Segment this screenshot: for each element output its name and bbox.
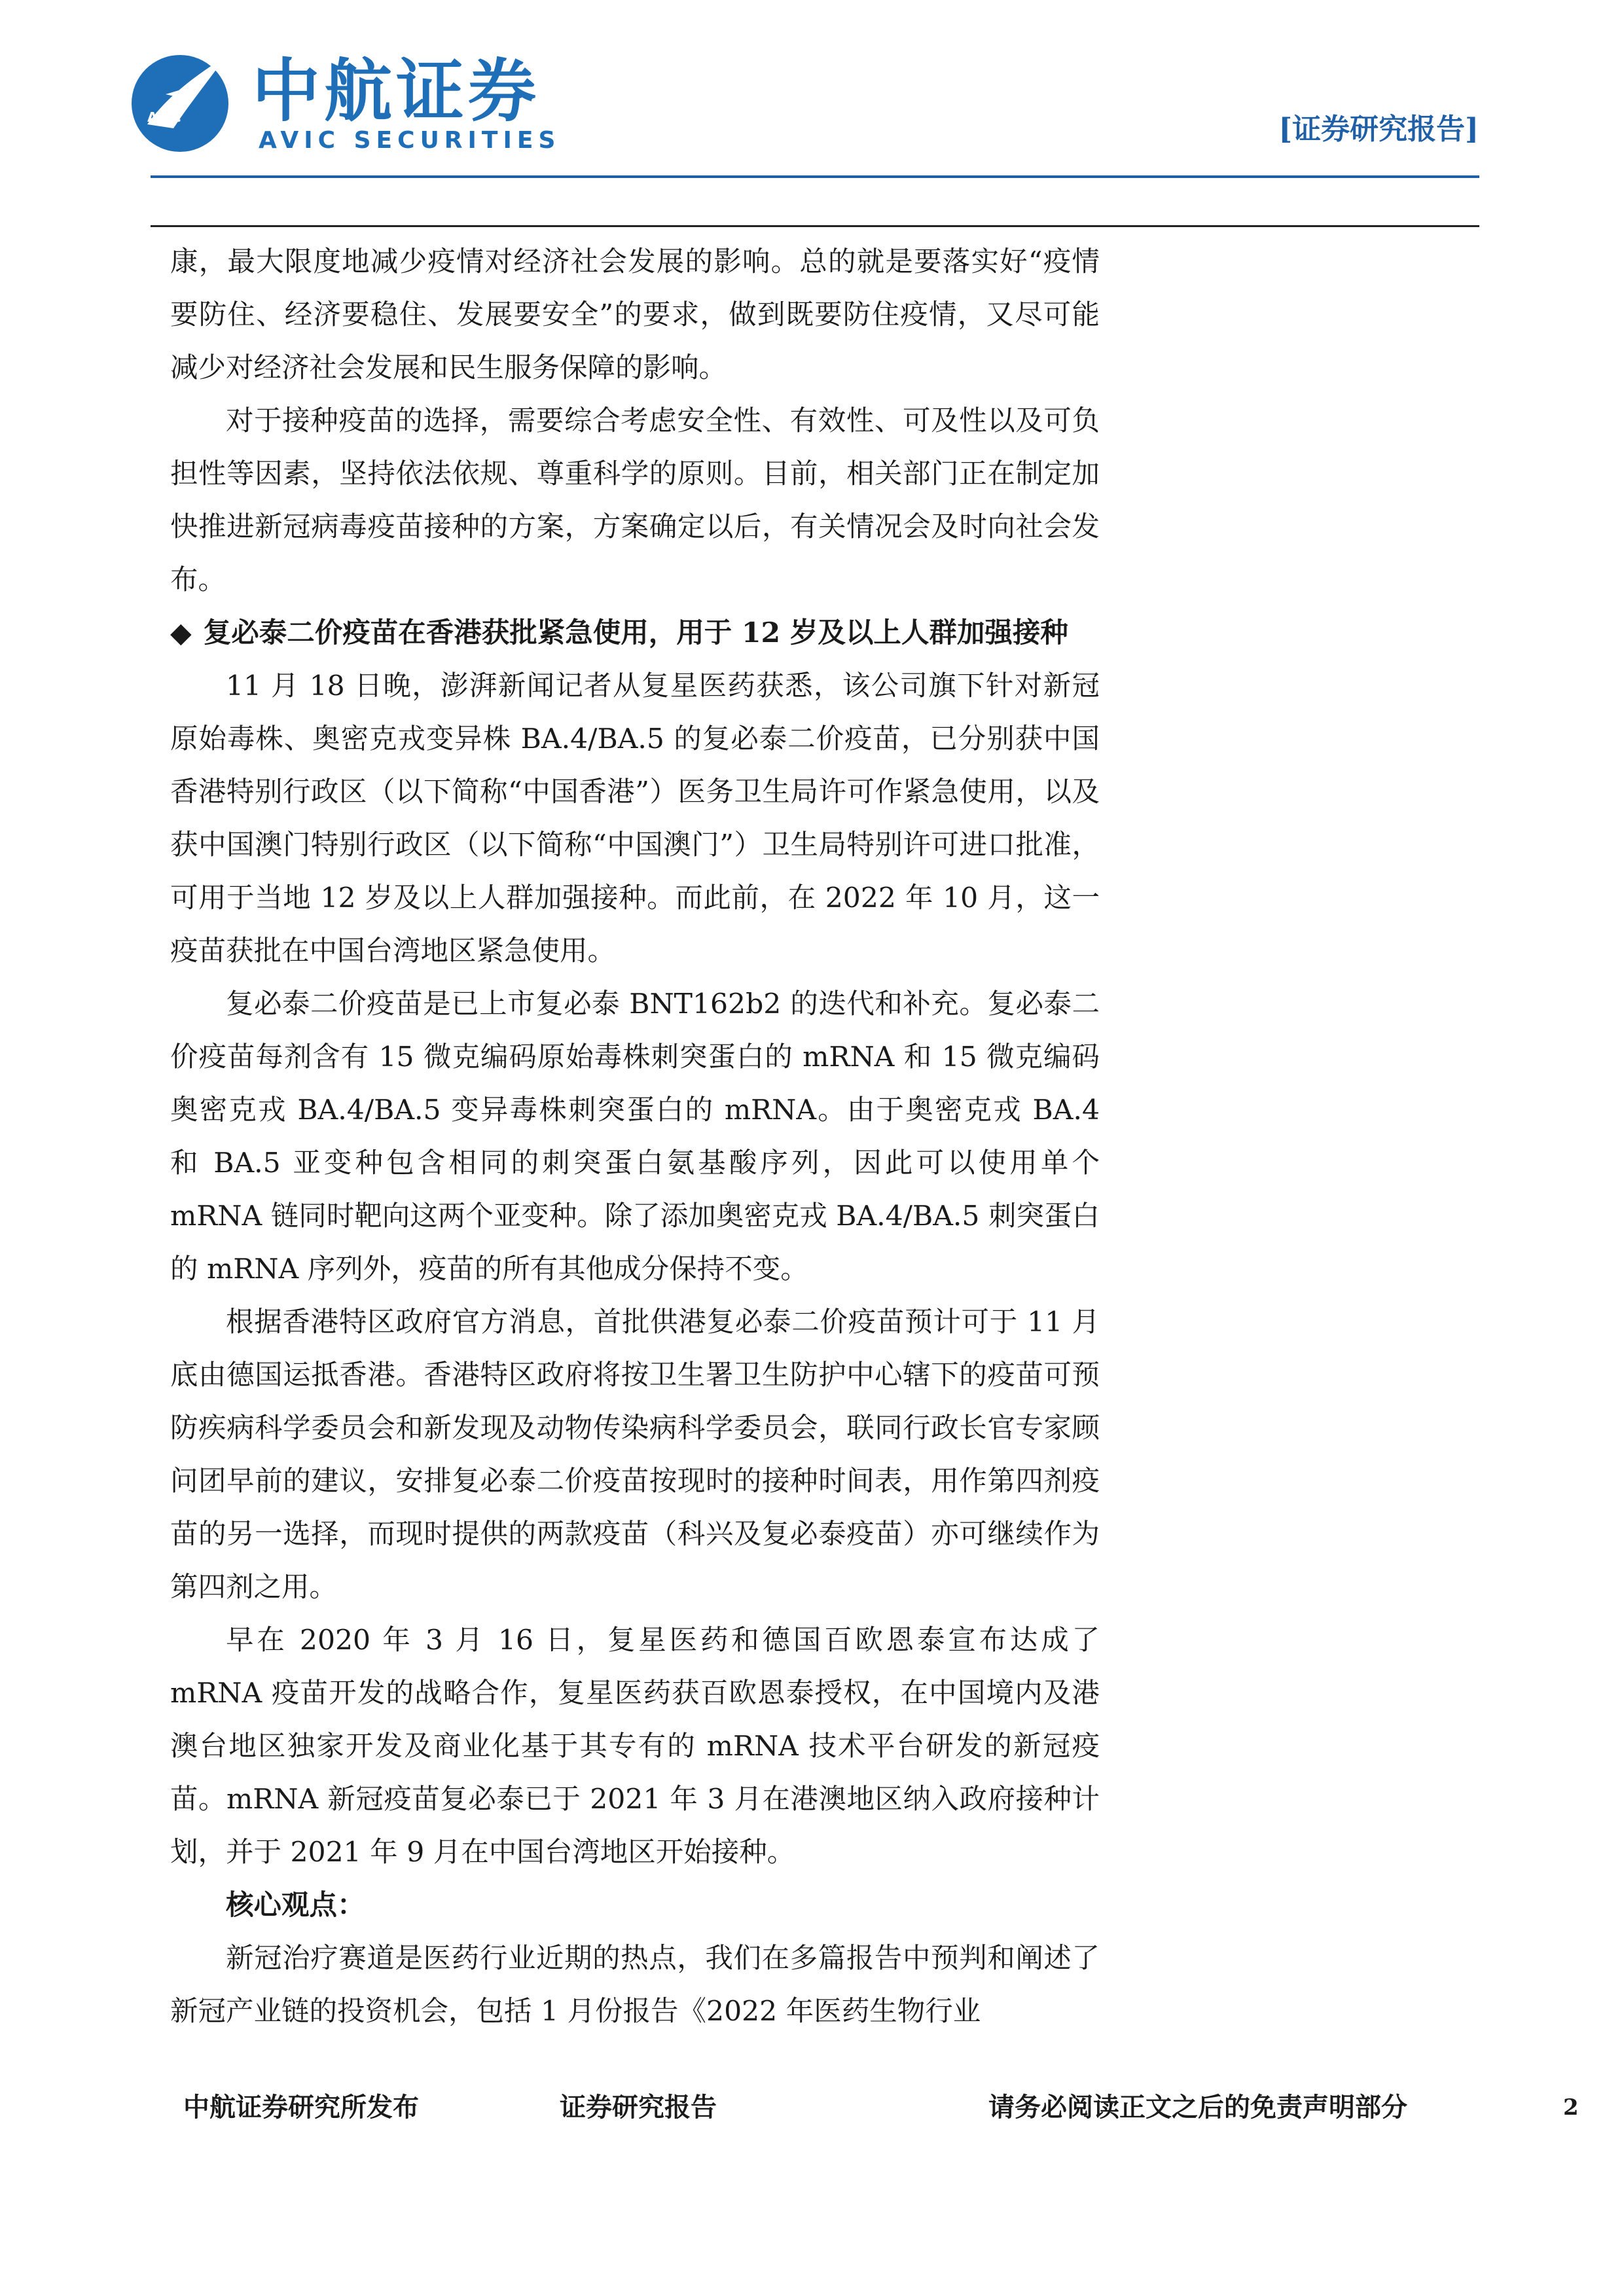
paragraph: 根据香港特区政府官方消息，首批供港复必泰二价疫苗预计可于 11 月底由德国运抵香港。香港特区政府将按卫生署卫生防护中心辖下的疫苗可预防疾病科学委员会和新发现及动物传染病科学委员会，联同行政长官专家顾问团早前的建议，安排复必泰二价疫苗按现时的接种时间表，用作第四剂疫苗的另一选择，而现时提供的两款疫苗（科兴及复必泰疫苗）亦可继续作为第四剂之用。: [170, 1306, 1100, 1604]
footer-report-type: 证券研究报告: [560, 2092, 717, 2123]
subheading: 核心观点：: [226, 1889, 365, 1922]
svg-text:AVIC: AVIC: [147, 109, 181, 125]
company-logo: [128, 51, 586, 156]
paragraph: 11 月 18 日晚，澎湃新闻记者从复星医药获悉，该公司旗下针对新冠原始毒株、奥密克戎变异株 BA.4/BA.5 的复必泰二价疫苗，已分别获中国香港特别行政区（以下简称“中国香港”）医务卫生局许可作紧急使用，以及获中国澳门特别行政区（以下简称“中国澳门”）卫生局特别许可进口批准，可用于当地 12 岁及以上人群加强接种。而此前，在 2022 年 10 月，这一疫苗获批在中国台湾地区紧急使用。: [170, 670, 1100, 967]
logo-chinese-name: 中航证券: [252, 51, 541, 131]
report-type-tag: [证券研究报告]: [1278, 113, 1479, 146]
header-divider: [151, 175, 1479, 178]
section-heading: [170, 607, 1100, 660]
avic-plane-logo-icon: [128, 51, 232, 156]
content-top-rule: [151, 225, 1479, 227]
paragraph: 康，最大限度地减少疫情对经济社会发展的影响。总的就是要落实好“疫情要防住、经济要稳住、发展要安全”的要求，做到既要防住疫情，又尽可能减少对经济社会发展和民生服务保障的影响。: [170, 246, 1100, 384]
footer-publisher: 中航证券研究所发布: [183, 2092, 419, 2123]
article-body: [170, 236, 1100, 2038]
diamond-bullet-icon: ◆: [170, 617, 192, 649]
page-number: 2: [1563, 2094, 1579, 2121]
paragraph: 对于接种疫苗的选择，需要综合考虑安全性、有效性、可及性以及可负担性等因素，坚持依法依规、尊重科学的原则。目前，相关部门正在制定加快推进新冠病毒疫苗接种的方案，方案确定以后，有关情况会及时向社会发布。: [170, 405, 1100, 596]
page-footer: [0, 2088, 1624, 2134]
paragraph: 新冠治疗赛道是医药行业近期的热点，我们在多篇报告中预判和阐述了新冠产业链的投资机会，包括 1 月份报告《2022 年医药生物行业: [170, 1943, 1100, 2028]
paragraph: 早在 2020 年 3 月 16 日，复星医药和德国百欧恩泰宣布达成了 mRNA 疫苗开发的战略合作，复星医药获百欧恩泰授权，在中国境内及港澳台地区独家开发及商业化基于其专有的 mRNA 技术平台研发的新冠疫苗。mRNA 新冠疫苗复必泰已于 2021 年 3 月在港澳地区纳入政府接种计划，并于 2021 年 9 月在中国台湾地区开始接种。: [170, 1624, 1100, 1869]
paragraph: 复必泰二价疫苗是已上市复必泰 BNT162b2 的迭代和补充。复必泰二价疫苗每剂含有 15 微克编码原始毒株刺突蛋白的 mRNA 和 15 微克编码奥密克戎 BA.4/BA.5 变异毒株刺突蛋白的 mRNA。由于奥密克戎 BA.4 和 BA.5 亚变种包含相同的刺突蛋白氨基酸序列，因此可以使用单个 mRNA 链同时靶向这两个亚变种。除了添加奥密克戎 BA.4/BA.5 刺突蛋白的 mRNA 序列外，疫苗的所有其他成分保持不变。: [170, 988, 1100, 1285]
footer-disclaimer: 请务必阅读正文之后的免责声明部分: [988, 2092, 1407, 2123]
section-heading-text: 复必泰二价疫苗在香港获批紧急使用，用于 12 岁及以上人群加强接种: [203, 617, 1068, 649]
logo-english-name: AVIC SECURITIES: [259, 127, 561, 154]
